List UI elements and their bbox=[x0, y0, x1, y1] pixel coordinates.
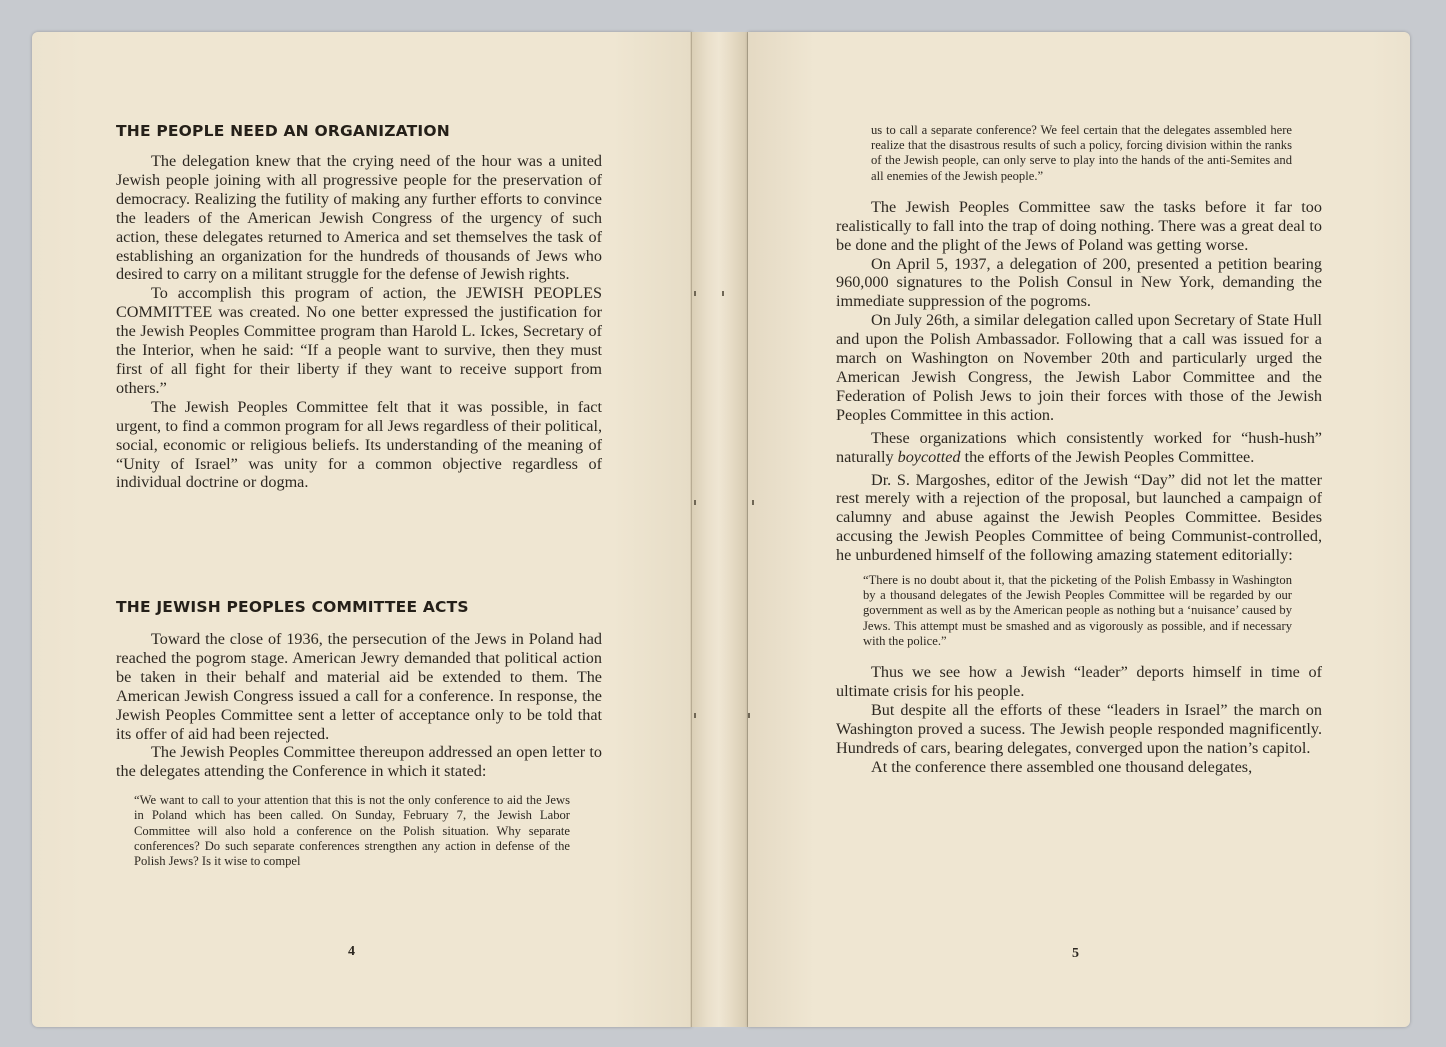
emphasis-boycotted: boycotted bbox=[897, 447, 961, 466]
page-number: 5 bbox=[1072, 946, 1079, 961]
left-page bbox=[32, 32, 692, 1027]
book-gutter bbox=[690, 32, 748, 1027]
binding-mark bbox=[694, 713, 696, 718]
paragraph: The delegation knew that the crying need of the hour was a united Jewish people joining with all progressive people for the preservation of democracy. Realizing the futility of making any further efforts to convince the leaders of the American Jewish Congress of the urgency of such action, these delegates returned to America and set themselves the task of establishing an organization for the hundreds of thousands of Jews who desired to carry on a militant struggle for the defense of Jewish rights. bbox=[116, 152, 602, 284]
paragraph: To accomplish this program of action, the JEWISH PEOPLES COMMITTEE was created. No one better expressed the justification for the Jewish Peoples Committee program than Harold L. Ickes, Secretary of the Interior, when he said: “If a people want to survive, then they must first of all fight for their liberty if they want to receive support from others.” bbox=[116, 284, 602, 397]
left-column-lower bbox=[116, 598, 602, 869]
paragraph: On July 26th, a similar delegation called upon Secretary of State Hull and upon the Polish Ambassador. Following that a call was issued for a march on Washington on November 20th and particularly urged the American Jewish Congress, the Jewish Labor Committee and the Federation of Polish Jews to join their forces with those of the Jewish Peoples Committee in this action. bbox=[836, 311, 1322, 424]
paragraph: The Jewish Peoples Committee thereupon addressed an open letter to the delegates attending the Conference in which it stated: bbox=[116, 743, 602, 781]
paragraph: Dr. S. Margoshes, editor of the Jewish “Day” did not let the matter rest merely with a rejection of the proposal, but launched a campaign of calumny and abuse against the Jewish Peoples Committee. Besides accusing the Jewish Peoples Committee of being Communist-controlled, he unburdened himself of the following amazing statement editorially: bbox=[836, 470, 1322, 565]
block-quote: “There is no doubt about it, that the picketing of the Polish Embassy in Washington by a thousand delegates of the Jewish Peoples Committee will be regarded by our government as well as by the American people as nothing but a ‘nuisance’ caused by Jews. This attempt must be smashed and as vigorously as possible, and if necessary with the police.” bbox=[863, 573, 1292, 648]
binding-mark bbox=[694, 500, 696, 505]
binding-mark bbox=[694, 291, 696, 296]
paragraph: At the conference there assembled one thousand delegates, bbox=[871, 757, 1253, 776]
binding-mark bbox=[722, 291, 724, 296]
paragraph-text: These organizations which consistently worked for “hush-hush” naturally bbox=[836, 428, 1322, 466]
block-quote: us to call a separate conference? We feel certain that the delegates assembled here realize that the disastrous results of such a policy, forcing division within the ranks of the Jewish people, can only serve to play into the hands of the anti-Semites and all enemies of the Jewish people.” bbox=[871, 123, 1292, 183]
binding-mark bbox=[752, 500, 754, 505]
page-number: 4 bbox=[348, 944, 355, 959]
gutter-edge bbox=[691, 32, 692, 1027]
heading-people-need-organization: THE PEOPLE NEED AN ORGANIZATION bbox=[116, 122, 450, 140]
paragraph: The Jewish Peoples Committee saw the tasks before it far too realistically to fall into the trap of doing nothing. There was a great deal to be done and the plight of the Jews of Poland was getting worse. bbox=[836, 197, 1322, 254]
left-column-upper bbox=[116, 122, 602, 492]
heading-jewish-peoples-committee-acts: THE JEWISH PEOPLES COMMITTEE ACTS bbox=[116, 598, 469, 616]
paragraph: On April 5, 1937, a delegation of 200, presented a petition bearing 960,000 signatures to the Polish Consul in New York, demanding the immediate suppression of the pogroms. bbox=[836, 254, 1322, 311]
paragraph bbox=[836, 429, 1322, 467]
block-quote: “We want to call to your attention that this is not the only conference to aid the Jews in Poland which has been called. On Sunday, February 7, the Jewish Labor Committee will also hold a conference on the Polish situation. Why separate conferences? Do such separate conferences strengthen any action in defense of the Polish Jews? Is it wise to compel bbox=[134, 793, 570, 869]
paragraph-text: the efforts of the Jewish Peoples Committee. bbox=[960, 447, 1255, 466]
paragraph: Toward the close of 1936, the persecution of the Jews in Poland had reached the pogrom stage. American Jewry demanded that political action be taken in their behalf and material aid be extended to them. The American Jewish Congress issued a call for a conference. In response, the Jewish Peoples Committee sent a letter of acceptance only to be told that its offer of aid had been rejected. bbox=[116, 630, 602, 743]
paragraph: But despite all the efforts of these “leaders in Israel” the march on Washington proved a sucess. The Jewish people responded magnificently. Hundreds of cars, bearing delegates, converged upon the nation’s capitol. bbox=[836, 700, 1322, 757]
right-page bbox=[748, 32, 1410, 1027]
binding-mark bbox=[748, 713, 750, 718]
right-column bbox=[836, 123, 1322, 776]
paragraph: The Jewish Peoples Committee felt that it was possible, in fact urgent, to find a common program for all Jews regardless of their political, social, economic or religious beliefs. Its understanding of the meaning of “Unity of Israel” was unity for a common objective regardless of individual doctrine or dogma. bbox=[116, 397, 602, 492]
paragraph: Thus we see how a Jewish “leader” deports himself in time of ultimate crisis for his people. bbox=[836, 663, 1322, 700]
